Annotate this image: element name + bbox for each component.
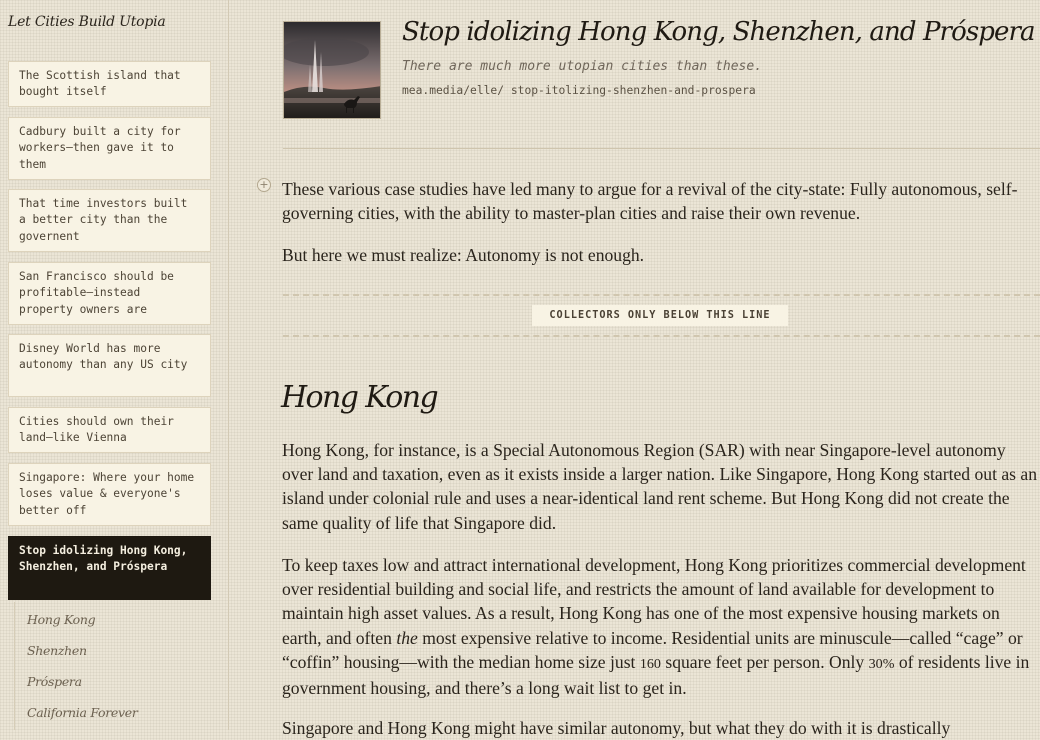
subnav-california-forever[interactable]: California Forever <box>27 705 138 720</box>
paragraph-city-state: These various case studies have led many to argue for a revival of the city-state: Fully autonomous, self-governing cities, with the ability to master-plan cities and raise their own revenue. <box>282 179 1018 224</box>
number-home-size: 160 <box>639 655 661 672</box>
thumbnail-image <box>284 22 381 119</box>
paragraph-autonomy: But here we must realize: Autonomy is not enough. <box>282 245 645 265</box>
post-url-base: mea.media/elle/ <box>402 84 505 97</box>
sidebar-item-disney-world[interactable]: Disney World has more autonomy than any US city <box>8 334 211 397</box>
text-segment: To keep taxes low and attract international development, Hong Kong prioritizes commercial development over residential building and social life, and restricts the amount of land available for development to maintain high asset values. As a result, Hong Kong has one of the most expensive housing markets on earth, and often <box>282 555 1026 648</box>
sidebar-item-singapore[interactable]: Singapore: Where your home loses value & everyone's better off <box>8 463 211 526</box>
post-url-slug[interactable]: stop-itolizing-shenzhen-and-prospera <box>510 84 756 97</box>
paragraph-hong-kong-sar: Hong Kong, for instance, is a Special Autonomous Region (SAR) with near Singapore-level autonomy over land and taxation, even as it exists inside a larger nation. Like Singapore, Hong Kong started out as an island under colonial rule and uses a near-identical land rent scheme. But Hong Kong did not create the same quality of life that Singapore did. <box>282 440 1038 533</box>
section-heading-hong-kong: Hong Kong <box>281 380 438 415</box>
post-subtitle: There are much more utopian cities than these. <box>402 59 763 74</box>
subnav-hong-kong[interactable]: Hong Kong <box>27 612 96 627</box>
subnav-prospera[interactable]: Próspera <box>27 674 82 689</box>
plus-icon[interactable]: + <box>257 178 271 192</box>
article <box>230 0 1040 738</box>
site-title[interactable]: Let Cities Build Utopia <box>8 14 166 30</box>
paragraph-hong-kong-housing <box>282 553 1039 700</box>
collectors-only-label: COLLECTORS ONLY BELOW THIS LINE <box>532 305 788 326</box>
text-segment: square feet per person. Only <box>660 651 869 672</box>
post-thumbnail <box>283 21 381 119</box>
sidebar-item-scottish-island[interactable]: The Scottish island that bought itself <box>8 61 211 107</box>
collectors-divider-bottom <box>283 335 1040 337</box>
emphasis-the: the <box>396 627 418 648</box>
sidebar-item-investors-city[interactable]: That time investors built a better city than the governent <box>8 189 211 252</box>
text-segment: of residents live in government housing, and there’s a long wait list to get in. <box>282 651 1030 699</box>
subnav-shenzhen[interactable]: Shenzhen <box>27 643 87 658</box>
post-title: Stop idolizing Hong Kong, Shenzhen, and Próspera <box>402 17 1035 47</box>
collectors-divider-top <box>283 294 1040 296</box>
sidebar-item-cadbury[interactable]: Cadbury built a city for workers—then gave it to them <box>8 117 211 180</box>
paragraph-singapore-comparison: Singapore and Hong Kong might have similar autonomy, but what they do with it is drastically <box>282 718 951 738</box>
sidebar <box>0 0 229 730</box>
number-government-housing: 30% <box>868 655 895 672</box>
header-divider <box>283 148 1040 149</box>
sidebar-item-vienna[interactable]: Cities should own their land—like Vienna <box>8 407 211 453</box>
section-subnav <box>14 602 213 730</box>
post-url <box>402 84 756 97</box>
sidebar-item-san-francisco[interactable]: San Francisco should be profitable—instead property owners are <box>8 262 211 325</box>
sidebar-item-stop-idolizing[interactable]: Stop idolizing Hong Kong, Shenzhen, and Próspera <box>8 536 211 600</box>
text-segment: most expensive relative to income. Residential units are minuscule—called “cage” or “coffin” housing—with the median home size just <box>282 627 1023 672</box>
